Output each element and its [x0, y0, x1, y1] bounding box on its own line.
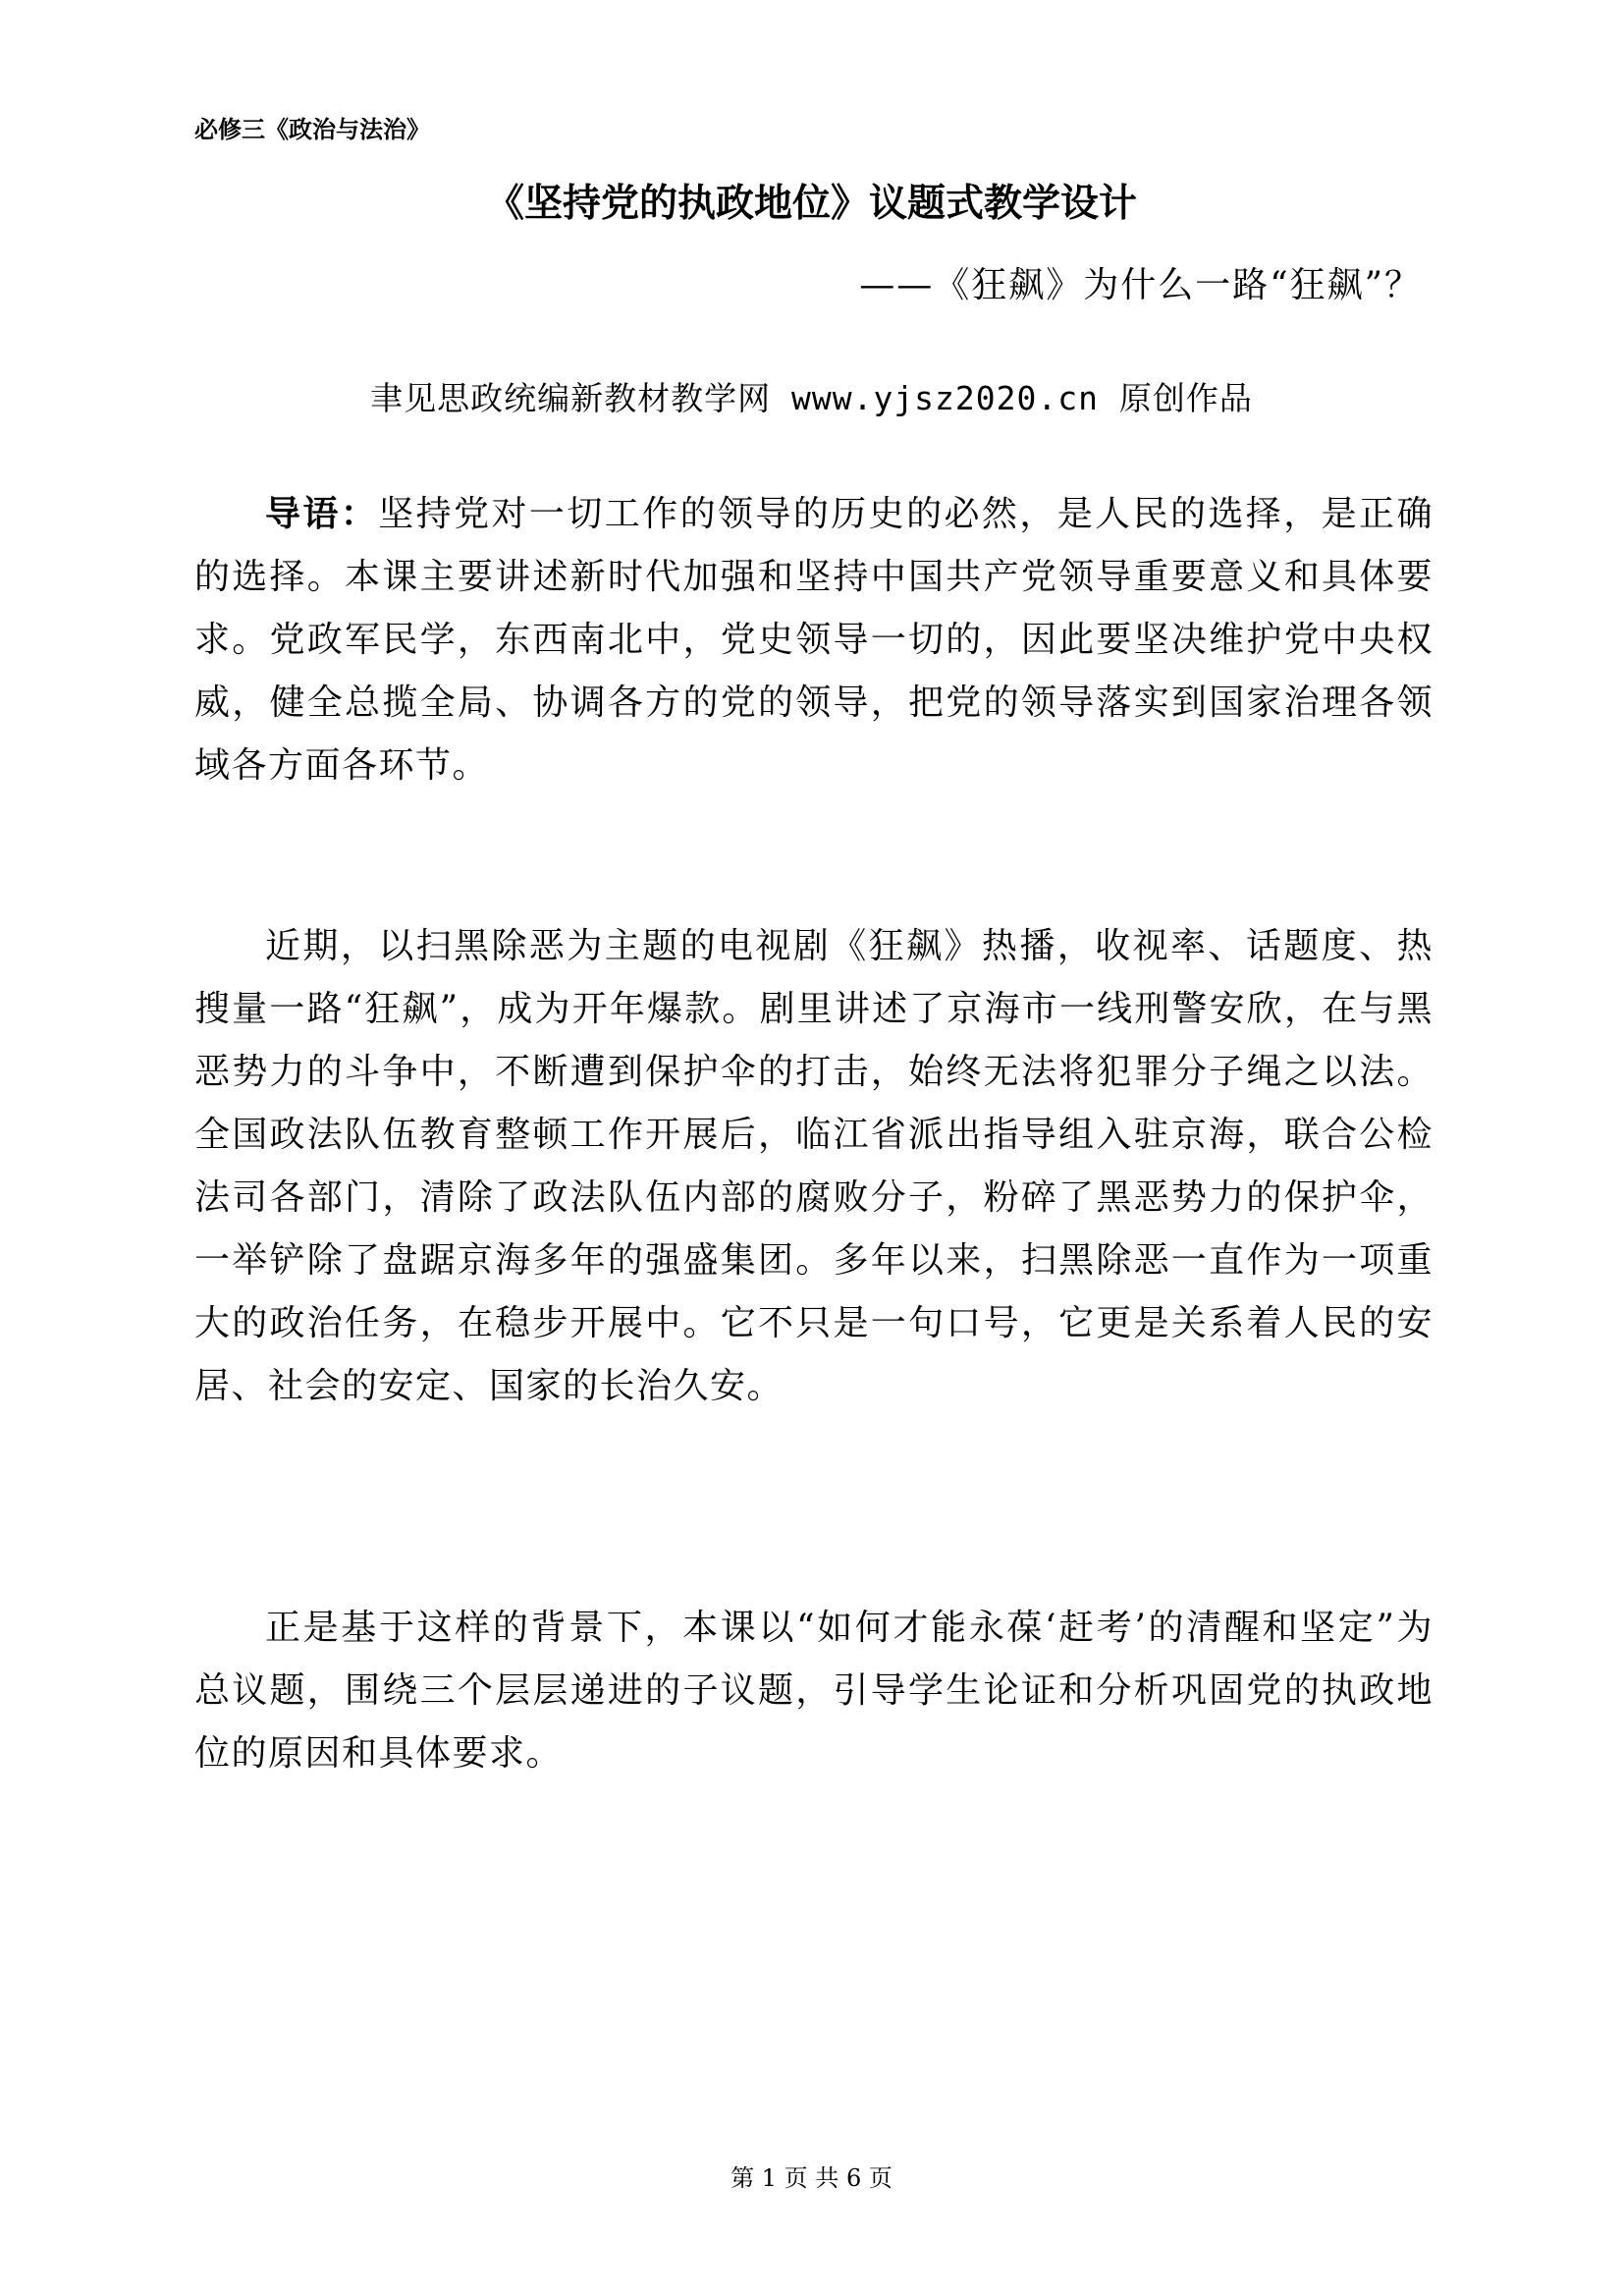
body-paragraph-3: 正是基于这样的背景下，本课以“如何才能永葆‘赶考’的清醒和坚定”为总议题，围绕三个层层递进的子议题，引导学生论证和分析巩固党的执政地位的原因和具体要求。 [194, 1608, 1434, 1774]
intro-paragraph [194, 483, 1434, 797]
intro-text: 坚持党对一切工作的领导的历史的必然，是人民的选择，是正确的选择。本课主要讲述新时代加强和坚持中国共产党领导重要意义和具体要求。党政军民学，东西南北中，党史领导一切的，因此要坚决维护党中央权威，健全总揽全局、协调各方的党的领导，把党的领导落实到国家治理各领域各方面各环节。 [194, 494, 1434, 786]
intro-label: 导语： [265, 494, 379, 534]
course-label: 必修三《政治与法治》 [194, 115, 430, 143]
document-title: 《坚持党的执政地位》议题式教学设计 [485, 182, 1137, 226]
source-attribution: 聿见思政统编新教材教学网 www.yjsz2020.cn 原创作品 [370, 379, 1253, 417]
document-subtitle: ——《狂飙》为什么一路“狂飙”？ [859, 265, 1422, 305]
body-paragraph-2: 近期，以扫黑除恶为主题的电视剧《狂飙》热播，收视率、话题度、热搜量一路“狂飙”，成为开年爆款。剧里讲述了京海市一线刑警安欣，在与黑恶势力的斗争中，不断遭到保护伞的打击，始终无法将犯罪分子绳之以法。全国政法队伍教育整顿工作开展后，临江省派出指导组入驻京海，联合公检法司各部门，清除了政法队伍内部的腐败分子，粉碎了黑恶势力的保护伞，一举铲除了盘踞京海多年的强盛集团。多年以来，扫黑除恶一直作为一项重大的政治任务，在稳步开展中。它不只是一句口号，它更是关系着人民的安居、社会的安定、国家的长治久安。 [194, 926, 1434, 1406]
page-number-footer: 第 1 页 共 6 页 [730, 2164, 893, 2192]
